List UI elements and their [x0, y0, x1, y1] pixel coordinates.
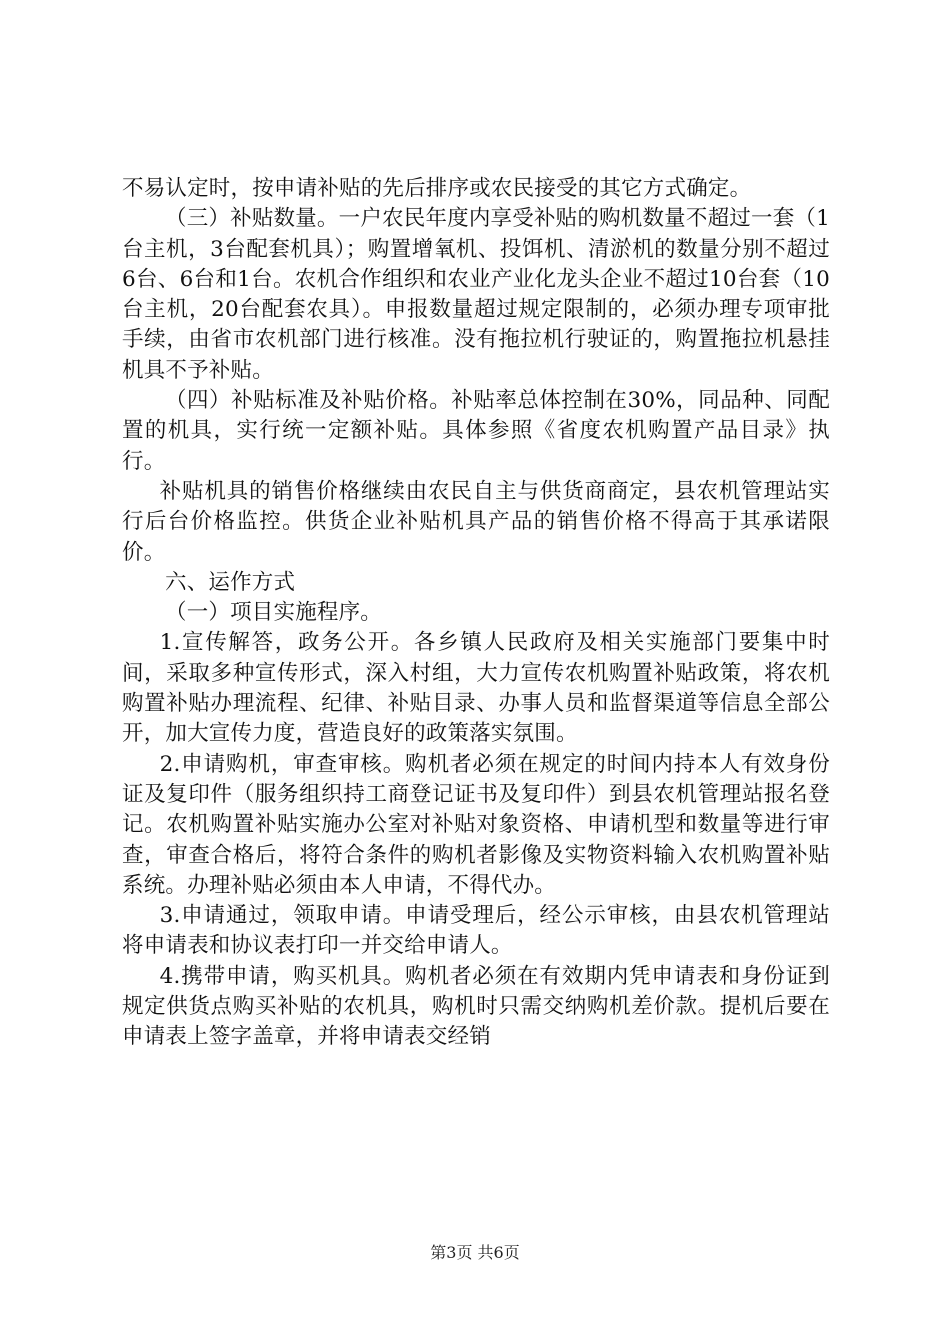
paragraph-subsidy-quantity: （三）补贴数量。一户农民年度内享受补贴的购机数量不超过一套（1台主机，3台配套机具）；购置增氧机、投饵机、清淤机的数量分别不超过6台、6台和1台。农机合作组织和农业产业化龙头企业不超过10台套（10台主机，20台配套农具）。申报数量超过规定限制的，必须办理专项审批手续，由省市农机部门进行核准。没有拖拉机行驶证的，购置拖拉机悬挂机具不予补贴。	[122, 206, 830, 383]
paragraph-step-3: 3.申请通过，领取申请。申请受理后，经公示审核，由县农机管理站将申请表和协议表打印一并交给申请人。	[122, 903, 830, 959]
paragraph-sale-price: 补贴机具的销售价格继续由农民自主与供货商商定，县农机管理站实行后台价格监控。供货企业补贴机具产品的销售价格不得高于其承诺限价。	[122, 478, 830, 565]
paragraph-step-4: 4.携带申请，购买机具。购机者必须在有效期内凭申请表和身份证到规定供货点购买补贴的农机具，购机时只需交纳购机差价款。提机后要在申请表上签字盖章，并将申请表交经销	[122, 963, 830, 1050]
paragraph-continuation: 不易认定时，按申请补贴的先后排序或农民接受的其它方式确定。	[122, 176, 752, 201]
paragraph-step-2: 2.申请购机，审查审核。购机者必须在规定的时间内持本人有效身份证及复印件（服务组织持工商登记证书及复印件）到县农机管理站报名登记。农机购置补贴实施办公室对补贴对象资格、申请机型和数量等进行审查，审查合格后，将符合条件的购机者影像及实物资料输入农机购置补贴系统。办理补贴必须由本人申请，不得代办。	[122, 751, 830, 898]
section-heading-operation: 六、运作方式	[165, 569, 296, 595]
paragraph-subsidy-standard: （四）补贴标准及补贴价格。补贴率总体控制在30%，同品种、同配置的机具，实行统一定额补贴。具体参照《省度农机购置产品目录》执行。	[122, 388, 830, 474]
paragraph-step-1: 1.宣传解答，政务公开。各乡镇人民政府及相关实施部门要集中时间，采取多种宣传形式，深入村组，大力宣传农机购置补贴政策，将农机购置补贴办理流程、纪律、补贴目录、办事人员和监督渠道等信息全部公开，加大宣传力度，营造良好的政策落实氛围。	[122, 630, 830, 747]
subsection-heading-procedure: （一）项目实施程序。	[165, 600, 383, 626]
document-body	[122, 174, 830, 1053]
page-footer: 第3页 共6页	[430, 1243, 520, 1262]
